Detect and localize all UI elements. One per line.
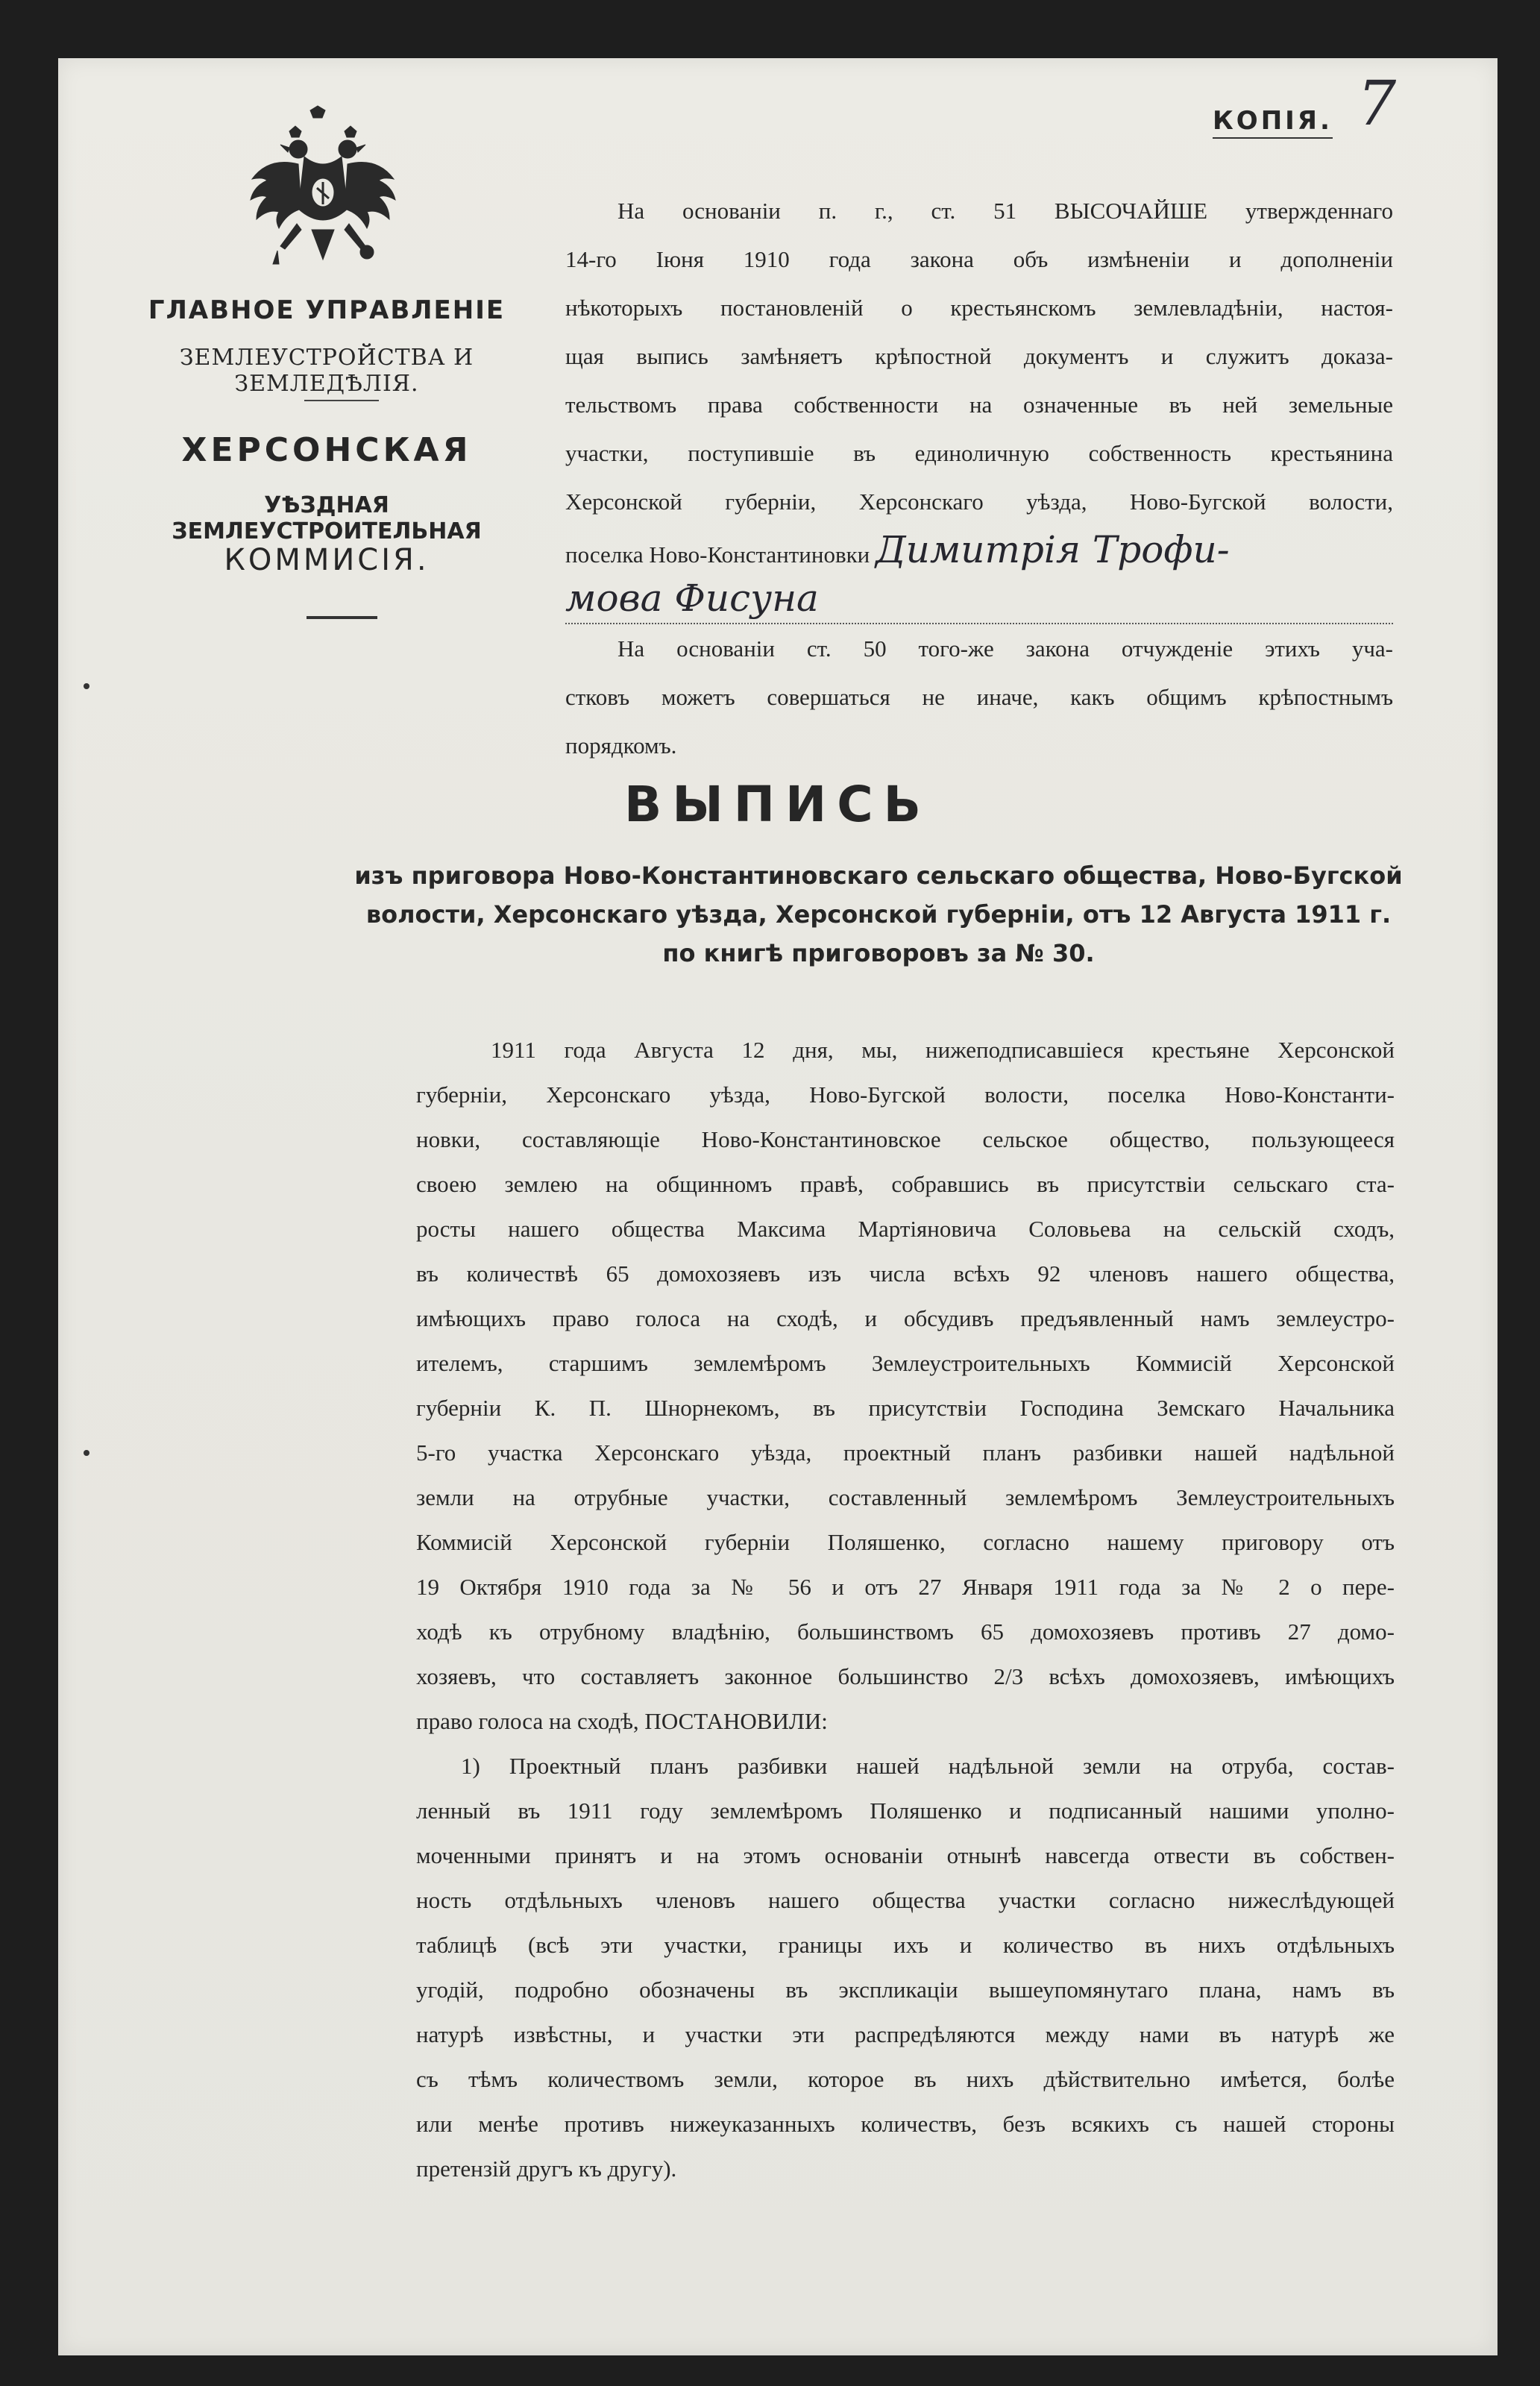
intro-handwritten-line bbox=[565, 574, 1393, 624]
body-line: 1) Проектный планъ разбивки нашей надѣльной земли на отруба, состав- bbox=[461, 1753, 1395, 1779]
document-subtitle bbox=[342, 856, 1415, 973]
body-line: 1911 года Августа 12 дня, мы, нижеподписавшiеся крестьяне Херсонской bbox=[491, 1037, 1395, 1063]
body-line: земли на отрубные участки, составленный землемѣромъ Землеустроительныхъ bbox=[416, 1484, 1395, 1510]
ministry-name: ГЛАВНОЕ УПРАВЛЕНIЕ bbox=[148, 295, 506, 325]
intro-line: порядкомъ. bbox=[565, 732, 677, 759]
intro-line: На основанiи ст. 50 того-же закона отчужденiе этихъ уча- bbox=[617, 635, 1393, 662]
handwritten-owner-surname: мова Фисуна bbox=[565, 577, 819, 620]
copy-label: КОПIЯ. bbox=[1213, 106, 1333, 139]
subtitle-line: изъ приговора Ново-Константиновскаго сельскаго общества, Ново-Бугской bbox=[354, 861, 1403, 890]
intro-line: стковъ можетъ совершаться не иначе, какъ общимъ крѣпостнымъ bbox=[565, 684, 1393, 710]
body-line: ность отдѣльныхъ членовъ нашего общества участки согласно нижеслѣдующей bbox=[416, 1887, 1395, 1913]
document-page bbox=[58, 58, 1497, 2355]
subtitle-line: по книгѣ приговоровъ за № 30. bbox=[662, 939, 1095, 967]
body-line: 5-го участка Херсонскаго уѣзда, проектный планъ разбивки нашей надѣльной bbox=[416, 1440, 1395, 1466]
copy-number-handwritten: 7 bbox=[1357, 69, 1397, 139]
body-line: таблицѣ (всѣ эти участки, границы ихъ и количество въ нихъ отдѣльныхъ bbox=[416, 1932, 1395, 1958]
body-line: губернiи К. П. Шнорнекомъ, въ присутствiи Господина Земскаго Начальника bbox=[416, 1395, 1395, 1421]
intro-line: поселка Ново-Константиновки bbox=[565, 541, 870, 568]
header-divider-bold bbox=[307, 616, 377, 619]
body-line: въ количествѣ 65 домохозяевъ изъ числа всѣхъ 92 членовъ нашего общества, bbox=[416, 1261, 1395, 1287]
body-line: имѣющихъ право голоса на сходѣ, и обсудивъ предъявленный намъ землеустро- bbox=[416, 1305, 1395, 1331]
intro-line: Херсонской губернiи, Херсонскаго уѣзда, Ново-Бугской волости, bbox=[565, 489, 1393, 515]
body-line: претензiй другъ къ другу). bbox=[416, 2156, 677, 2182]
intro-line: 14-го Iюня 1910 года закона объ измѣненiи и дополненiи bbox=[565, 246, 1393, 272]
body-line: губернiи, Херсонскаго уѣзда, Ново-Бугской волости, поселка Ново-Константи- bbox=[416, 1081, 1395, 1108]
body-line: ителемъ, старшимъ землемѣромъ Землеустроительныхъ Коммисiй Херсонской bbox=[416, 1350, 1395, 1376]
header-divider bbox=[304, 400, 379, 401]
body-line: хозяевъ, что составляетъ законное большинство 2/3 всѣхъ домохозяевъ, имѣющихъ bbox=[416, 1663, 1395, 1689]
intro-line-with-name bbox=[565, 526, 1393, 574]
body-line: новки, составляющiе Ново-Константиновское сельское общество, пользующееся bbox=[416, 1126, 1395, 1152]
body-line: моченными принятъ и на этомъ основанiи отнынѣ навсегда отвести въ собствен- bbox=[416, 1842, 1395, 1868]
ministry-subtitle: ЗЕМЛЕУСТРОЙСТВА И ЗЕМЛЕДѢЛIЯ. bbox=[179, 345, 474, 397]
paper-spot bbox=[84, 683, 89, 689]
body-line: 19 Октября 1910 года за № 56 и отъ 27 Января 1911 года за № 2 о пере- bbox=[416, 1574, 1395, 1600]
commission-type: УѢЗДНАЯ ЗЕМЛЕУСТРОИТЕЛЬНАЯ bbox=[172, 492, 482, 544]
handwritten-owner-name: Димитрiя Трофи- bbox=[876, 528, 1230, 571]
body-line: своею землею на общинномъ правѣ, собравшись въ присутствiи сельскаго ста- bbox=[416, 1171, 1395, 1197]
document-title: ВЫПИСЬ bbox=[624, 776, 931, 833]
body-line: угодiй, подробно обозначены въ экспликацiи вышеупомянутаго плана, намъ въ bbox=[416, 1977, 1395, 2003]
body-line: Коммисiй Херсонской губернiи Поляшенко, согласно нашему приговору отъ bbox=[416, 1529, 1395, 1555]
main-body bbox=[416, 1028, 1395, 2191]
intro-line: нѣкоторыхъ постановленiй о крестьянскомъ землевладѣнiи, настоя- bbox=[565, 295, 1393, 321]
intro-line: участки, поступившiе въ единоличную собственность крестьянина bbox=[565, 440, 1393, 466]
body-line: росты нашего общества Максима Мартiяновича Соловьева на сельскiй сходъ, bbox=[416, 1216, 1395, 1242]
body-line: ленный въ 1911 году землемѣромъ Поляшенко и подписанный нашими уполно- bbox=[416, 1798, 1395, 1824]
body-line: съ тѣмъ количествомъ земли, которое въ нихъ дѣйствительно имѣется, болѣе bbox=[416, 2066, 1395, 2092]
body-line: право голоса на сходѣ, ПОСТАНОВИЛИ: bbox=[416, 1708, 828, 1734]
body-line: натурѣ извѣстны, и участки эти распредѣляются между нами въ натурѣ же bbox=[416, 2021, 1395, 2047]
commission-region: ХЕРСОНСКАЯ bbox=[181, 431, 472, 469]
body-line: ходѣ къ отрубному владѣнiю, большинствомъ 65 домохозяевъ противъ 27 домо- bbox=[416, 1619, 1395, 1645]
intro-line: щая выпись замѣняетъ крѣпостной документъ и служитъ доказа- bbox=[565, 343, 1393, 369]
intro-line: На основанiи п. г., ст. 51 ВЫСОЧАЙШЕ утвержденнаго bbox=[617, 198, 1393, 224]
body-line: или менѣе противъ нижеуказанныхъ количествъ, безъ всякихъ съ нашей стороны bbox=[416, 2111, 1395, 2137]
intro-paragraph bbox=[565, 186, 1393, 770]
commission-label: КОММИСIЯ. bbox=[224, 543, 430, 577]
intro-line: тельствомъ права собственности на означенные въ ней земельные bbox=[565, 392, 1393, 418]
double-headed-eagle-emblem bbox=[245, 104, 401, 269]
subtitle-line: волости, Херсонскаго уѣзда, Херсонской губернiи, отъ 12 Августа 1911 г. bbox=[365, 900, 1392, 929]
paper-spot bbox=[84, 1450, 89, 1456]
